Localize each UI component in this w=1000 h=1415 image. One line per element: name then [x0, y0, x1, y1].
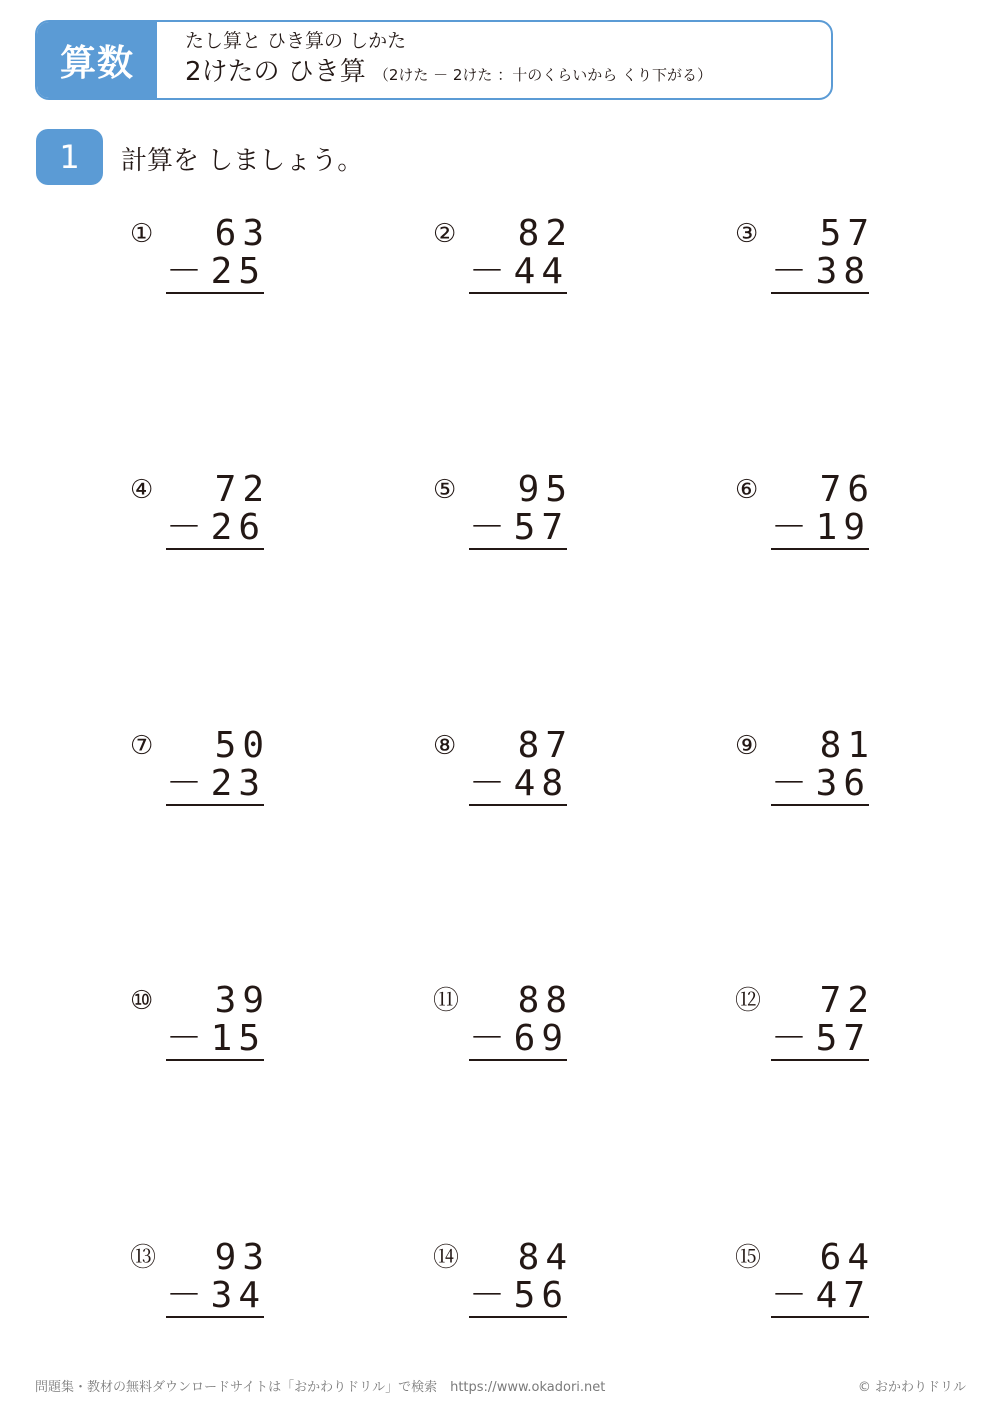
minus-sign: －	[166, 1275, 203, 1316]
minuend: 50	[214, 725, 270, 766]
minuend: 57	[819, 213, 875, 254]
minus-sign: －	[469, 763, 506, 804]
minus-sign: －	[469, 507, 506, 548]
minuend: 87	[517, 725, 573, 766]
subtrahend-row	[166, 1020, 266, 1058]
instruction-text: 計算を しましょう。	[121, 146, 364, 176]
answer-line	[469, 292, 567, 294]
subtrahend-row	[771, 509, 871, 547]
subtrahend-row	[469, 253, 569, 291]
problem-number: ⑧	[433, 731, 457, 761]
minus-sign: －	[166, 507, 203, 548]
answer-line	[771, 804, 869, 806]
minuend: 64	[819, 1237, 875, 1278]
footer-site-note: 問題集・教材の無料ダウンロードサイトは「おかわりドリル」で検索 https://www.okadori.net	[35, 1380, 606, 1395]
footer-copyright: © おかわりドリル	[857, 1380, 966, 1395]
subtrahend-row	[771, 1277, 871, 1315]
subtrahend: 15	[210, 1018, 266, 1059]
subtrahend: 44	[513, 251, 569, 292]
problem-3	[735, 213, 885, 297]
minuend: 95	[517, 469, 573, 510]
answer-line	[166, 804, 264, 806]
minuend: 63	[214, 213, 270, 254]
minuend: 39	[214, 980, 270, 1021]
subject-badge: 算数	[37, 22, 157, 98]
answer-line	[166, 292, 264, 294]
subtrahend: 57	[815, 1018, 871, 1059]
subtrahend: 19	[815, 507, 871, 548]
minuend: 72	[819, 980, 875, 1021]
answer-line	[771, 292, 869, 294]
subtrahend: 25	[210, 251, 266, 292]
answer-line	[469, 1059, 567, 1061]
minus-sign: －	[166, 763, 203, 804]
subtrahend-row	[469, 509, 569, 547]
header-subtitle: たし算と ひき算の しかた	[185, 30, 407, 52]
problem-number: ⑨	[735, 731, 759, 761]
answer-line	[469, 1316, 567, 1318]
problem-1	[130, 213, 280, 297]
problem-5	[433, 469, 583, 553]
subtrahend-row	[469, 765, 569, 803]
minuend: 88	[517, 980, 573, 1021]
minus-sign: －	[771, 1275, 808, 1316]
answer-line	[166, 1059, 264, 1061]
problem-number: ⑩	[130, 986, 154, 1016]
subtrahend-row	[166, 765, 266, 803]
minuend: 81	[819, 725, 875, 766]
problem-14	[433, 1237, 583, 1321]
problem-6	[735, 469, 885, 553]
header-title-row	[185, 54, 821, 93]
problem-11	[433, 980, 583, 1064]
subtrahend-row	[469, 1020, 569, 1058]
minus-sign: －	[469, 1275, 506, 1316]
problem-number: ⑪	[433, 986, 460, 1016]
subtrahend: 69	[513, 1018, 569, 1059]
answer-line	[771, 1059, 869, 1061]
answer-line	[469, 548, 567, 550]
problem-4	[130, 469, 280, 553]
subtrahend-row	[166, 253, 266, 291]
subtrahend: 48	[513, 763, 569, 804]
answer-line	[166, 1316, 264, 1318]
subtrahend: 57	[513, 507, 569, 548]
answer-line	[469, 804, 567, 806]
minuend: 82	[517, 213, 573, 254]
problem-9	[735, 725, 885, 809]
subtrahend-row	[469, 1277, 569, 1315]
problem-number: ①	[130, 219, 154, 249]
minus-sign: －	[771, 507, 808, 548]
minuend: 76	[819, 469, 875, 510]
answer-line	[771, 1316, 869, 1318]
subtrahend-row	[166, 509, 266, 547]
page-title: 2けたの ひき算	[185, 57, 366, 87]
answer-line	[166, 548, 264, 550]
problem-7	[130, 725, 280, 809]
subtrahend-row	[771, 765, 871, 803]
subtrahend: 56	[513, 1275, 569, 1316]
subtrahend-row	[771, 1020, 871, 1058]
subtrahend: 34	[210, 1275, 266, 1316]
header-text	[185, 28, 821, 93]
problem-number: ⑫	[735, 986, 762, 1016]
subtrahend: 38	[815, 251, 871, 292]
subtrahend-row	[771, 253, 871, 291]
problem-15	[735, 1237, 885, 1321]
title-note: （2けた － 2けた ：十のくらいから くり下がる）	[373, 66, 712, 84]
problem-number: ⑬	[130, 1243, 157, 1273]
problem-number: ④	[130, 475, 154, 505]
problem-2	[433, 213, 583, 297]
subtrahend: 26	[210, 507, 266, 548]
minus-sign: －	[469, 251, 506, 292]
problem-number: ②	[433, 219, 457, 249]
problem-8	[433, 725, 583, 809]
problem-10	[130, 980, 280, 1064]
problem-number: ⑮	[735, 1243, 762, 1273]
minus-sign: －	[166, 1018, 203, 1059]
subtrahend: 47	[815, 1275, 871, 1316]
problem-number: ⑥	[735, 475, 759, 505]
minuend: 84	[517, 1237, 573, 1278]
minus-sign: －	[771, 251, 808, 292]
minuend: 72	[214, 469, 270, 510]
problem-12	[735, 980, 885, 1064]
subtrahend: 36	[815, 763, 871, 804]
minuend: 93	[214, 1237, 270, 1278]
subtrahend-row	[166, 1277, 266, 1315]
question-number-badge: 1	[36, 129, 103, 185]
minus-sign: －	[771, 763, 808, 804]
problem-13	[130, 1237, 280, 1321]
worksheet-header	[35, 20, 833, 100]
problem-number: ⑭	[433, 1243, 460, 1273]
problem-number: ③	[735, 219, 759, 249]
problem-number: ⑤	[433, 475, 457, 505]
answer-line	[771, 548, 869, 550]
minus-sign: －	[771, 1018, 808, 1059]
problem-number: ⑦	[130, 731, 154, 761]
minus-sign: －	[469, 1018, 506, 1059]
subtrahend: 23	[210, 763, 266, 804]
minus-sign: －	[166, 251, 203, 292]
